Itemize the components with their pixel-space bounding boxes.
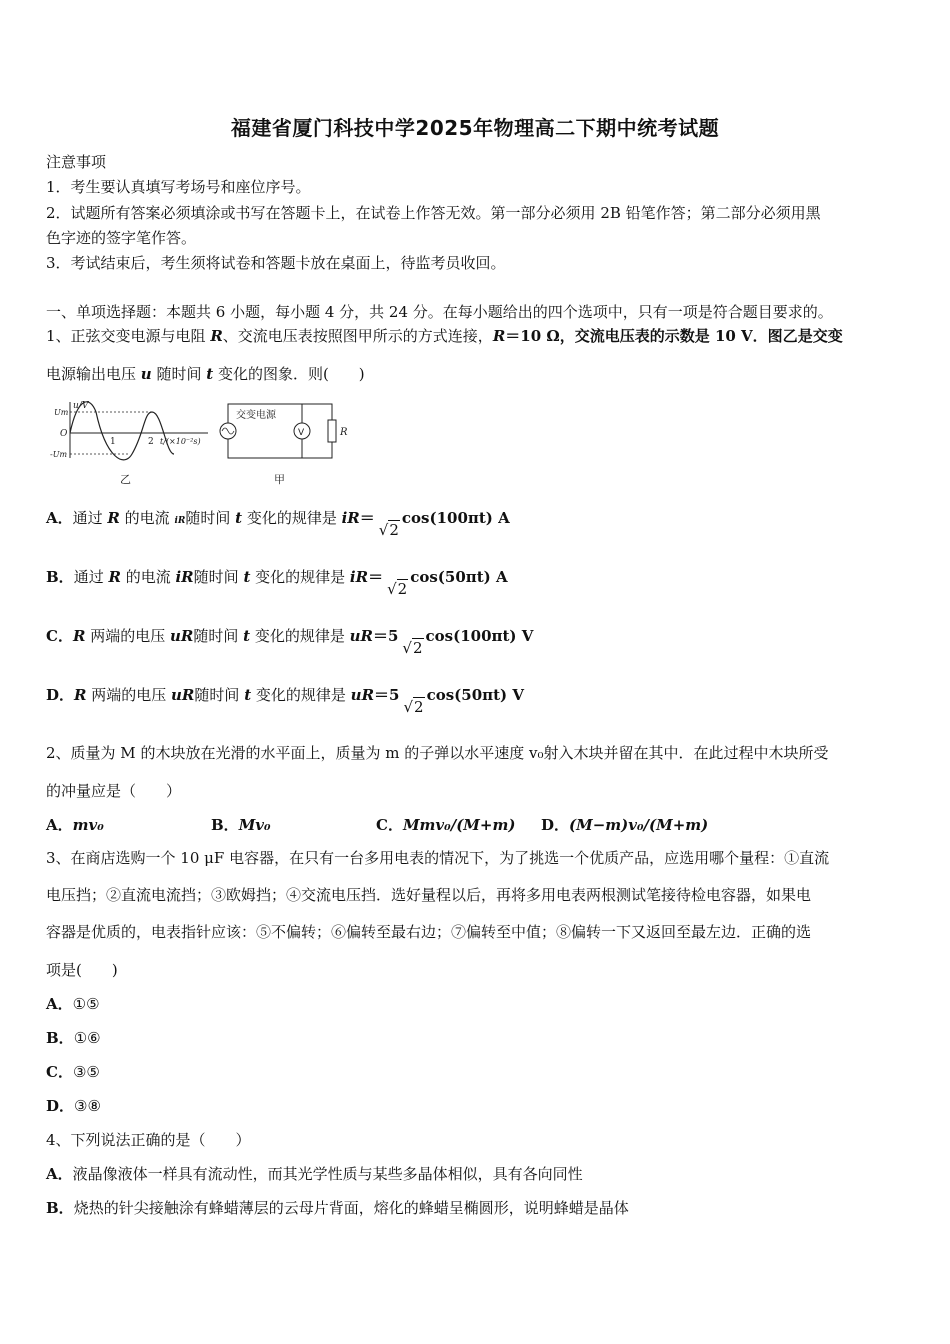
option-a[interactable] (46, 508, 510, 539)
var: uR (349, 627, 373, 645)
option-label: A． (46, 816, 73, 834)
var: t (243, 568, 251, 586)
var: iR (341, 509, 360, 527)
text: 两端的电压 (86, 686, 172, 704)
option-label: C． (46, 627, 73, 645)
var: R (108, 568, 121, 586)
option-d[interactable] (46, 685, 525, 716)
option-b[interactable] (211, 815, 376, 835)
var: t (235, 509, 243, 527)
option-text: Mv₀ (238, 816, 271, 834)
var: u (140, 365, 152, 383)
option-label: A． (46, 509, 73, 527)
question-1-stem-2 (46, 364, 365, 384)
text: 电源输出电压 (46, 365, 141, 383)
option-a[interactable] (46, 994, 100, 1014)
radicand: 2 (414, 698, 424, 716)
var: R (492, 327, 506, 345)
text: 的电流 (119, 509, 175, 527)
option-label: A． (46, 995, 73, 1013)
text: 随时间 (193, 568, 244, 586)
text: 两端的电压 (85, 627, 170, 645)
circuit-diagram (220, 404, 348, 486)
option-label: D． (541, 816, 570, 834)
graph-xaxis-label: t/(×10⁻²s) (160, 437, 201, 446)
option-label: A． (46, 1165, 73, 1183)
var: uR (169, 627, 194, 645)
text: cos(100πt) A (401, 509, 510, 527)
option-a[interactable] (46, 815, 211, 835)
voltage-graph (50, 401, 208, 486)
text: ＝ (368, 568, 384, 586)
resistor-label: R (340, 427, 348, 438)
graph-origin-label: O (60, 429, 68, 439)
source-label: 交变电源 (236, 410, 276, 421)
text: 随时间 (194, 686, 245, 704)
text: 、交流电压表按照图甲所示的方式连接， (222, 327, 493, 345)
option-text: ①⑥ (73, 1029, 101, 1047)
circuit-and-graph-figure (48, 398, 348, 488)
option-d[interactable] (46, 1096, 101, 1116)
option-label: B． (46, 568, 74, 586)
text: 变化的规律是 (251, 686, 351, 704)
option-text: mv₀ (72, 816, 104, 834)
option-c[interactable] (46, 626, 534, 657)
text: 的电流 (120, 568, 176, 586)
text: 通过 (72, 509, 108, 527)
option-text: 液晶像液体一样具有流动性，而其光学性质与某些多晶体相似，具有各向同性 (72, 1165, 583, 1183)
radicand: 2 (389, 521, 399, 539)
text: 随时间 (193, 627, 244, 645)
option-label: D． (46, 1097, 75, 1115)
text: ＝5 (372, 627, 399, 645)
option-text: (M−m)v₀/(M+m) (569, 816, 709, 834)
question-2-stem: 2、质量为 M 的木块放在光滑的水平面上，质量为 m 的子弹以水平速度 v₀射入木块并留在其中．在此过程中木块所受 (46, 744, 829, 762)
resistor-icon (328, 420, 336, 442)
notice-item: 1．考生要认真填写考场号和座位序号。 (46, 178, 311, 196)
question-3-stem: 3、在商店选购一个 10 μF 电容器，在只有一台多用电表的情况下，为了挑选一个优质产品，应选用哪个量程：①直流 (46, 849, 830, 867)
text: 随时间 (151, 365, 207, 383)
graph-tick-label: 2 (148, 437, 154, 447)
text: ＝5 (374, 686, 400, 704)
radicand: 2 (412, 639, 423, 657)
sqrt-symbol: √2 (378, 521, 399, 539)
circuit-caption: 甲 (274, 473, 285, 486)
option-c[interactable] (46, 1062, 100, 1082)
option-label: D． (46, 686, 75, 704)
question-2-options (46, 815, 708, 835)
sqrt-symbol: √2 (403, 698, 424, 716)
text: 1、正弦交变电源与电阻 (46, 327, 211, 345)
text: 变化的规律是 (250, 568, 350, 586)
question-1-stem (46, 326, 843, 346)
section-heading: 一、单项选择题：本题共 6 小题，每小题 4 分，共 24 分。在每小题给出的四个选项中，只有一项是符合题目要求的。 (46, 303, 833, 321)
var: uR (171, 686, 195, 704)
var: iR (175, 568, 194, 586)
option-label: B． (46, 1199, 74, 1217)
text: 变化的规律是 (242, 509, 342, 527)
graph-um-label: Um (54, 408, 69, 417)
graph-yaxis-label: u/V (73, 401, 89, 411)
graph-caption: 乙 (120, 473, 131, 486)
var: R (74, 686, 87, 704)
text: ＝ (359, 509, 375, 527)
var: iR (174, 516, 186, 526)
notice-item: 2．试题所有答案必须填涂或书写在答题卡上，在试卷上作答无效。第一部分必须用 2B 铅笔作答；第二部分必须用黑 (46, 204, 821, 222)
option-d[interactable] (541, 815, 708, 835)
option-text: ③⑤ (72, 1063, 100, 1081)
var: t (243, 627, 251, 645)
graph-neg-um-label: -Um (50, 450, 68, 459)
text: cos(100πt) V (425, 627, 534, 645)
radicand: 2 (397, 580, 408, 598)
option-label: C． (46, 1063, 73, 1081)
graph-tick-label: 1 (110, 437, 116, 447)
option-text: 烧热的针尖接触涂有蜂蜡薄层的云母片背面，熔化的蜂蜡呈椭圆形，说明蜂蜡是晶体 (73, 1199, 629, 1217)
var: R (72, 627, 86, 645)
question-3-stem-3: 容器是优质的，电表指针应该：⑤不偏转；⑥偏转至最右边；⑦偏转至中值；⑧偏转一下又返回至最左边．正确的选 (46, 923, 812, 941)
option-label: C． (376, 816, 403, 834)
var: R (210, 327, 223, 345)
question-4-stem: 4、下列说法正确的是（ ） (46, 1131, 251, 1149)
notice-heading: 注意事项 (46, 153, 107, 171)
question-2-stem-2: 的冲量应是（ ） (46, 782, 182, 800)
option-b[interactable] (46, 567, 508, 598)
text: cos(50πt) A (410, 568, 508, 586)
var: t (206, 365, 214, 383)
question-3-stem-2: 电压挡；②直流电流挡；③欧姆挡；④交流电压挡．选好量程以后，再将多用电表两根测试笔接待检电容器，如果电 (46, 886, 812, 904)
text: 变化的图象．则( ) (213, 365, 365, 383)
voltmeter-label: V (298, 428, 305, 438)
option-text: ③⑧ (74, 1097, 101, 1115)
var: t (244, 686, 252, 704)
text: 随时间 (185, 509, 236, 527)
text: cos(50πt) V (426, 686, 525, 704)
var: iR (349, 568, 369, 586)
notice-item: 3．考试结束后，考生须将试卷和答题卡放在桌面上，待监考员收回。 (46, 254, 506, 272)
option-label: B． (46, 1029, 74, 1047)
option-b[interactable] (46, 1198, 629, 1218)
text: 通过 (73, 568, 109, 586)
notice-item: 色字迹的签字笔作答。 (46, 229, 197, 247)
question-3-stem-4: 项是( ) (46, 961, 118, 979)
text: 变化的规律是 (250, 627, 350, 645)
var: R (107, 509, 120, 527)
var: uR (350, 686, 375, 704)
option-c[interactable] (376, 815, 541, 835)
text: ＝10 Ω，交流电压表的示数是 10 V．图乙是交变 (505, 327, 843, 345)
sqrt-symbol: √2 (387, 580, 408, 598)
option-text: Mmv₀/(M+m) (402, 816, 516, 834)
page-title: 福建省厦门科技中学2025年物理高二下期中统考试题 (230, 116, 720, 140)
option-label: B． (211, 816, 239, 834)
sqrt-symbol: √2 (402, 639, 423, 657)
option-b[interactable] (46, 1028, 101, 1048)
option-text: ①⑤ (72, 995, 100, 1013)
option-a[interactable] (46, 1164, 583, 1184)
